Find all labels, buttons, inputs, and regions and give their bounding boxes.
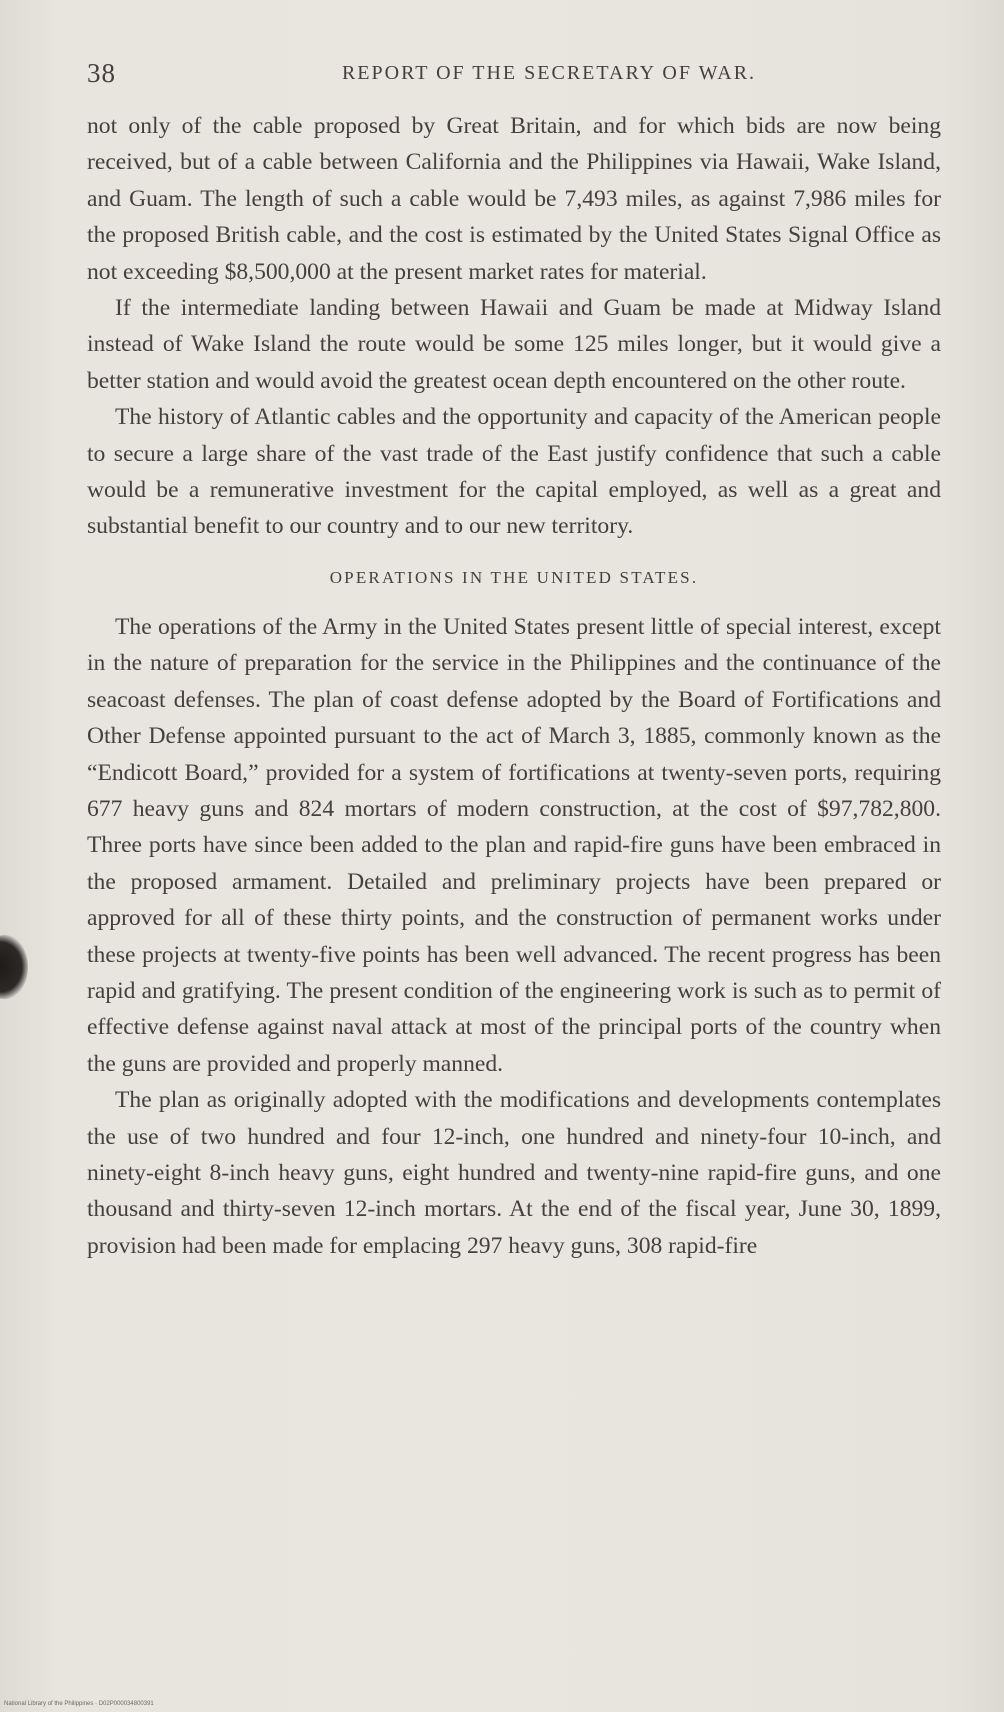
paragraph-midway-route: If the intermediate landing between Hawaii and Guam be made at Midway Island instead of Wake Island the route would be some 125 miles longer, but it would give a better station and would avoid the greatest ocean depth encountered on the other route. bbox=[87, 295, 941, 394]
paragraph-atlantic-cables: The history of Atlantic cables and the opportunity and capacity of the American people to secure a large share of the vast trade of the East justify confidence that such a cable would be a remunerative investment for the capital employed, as well as a great and substantial benefit to our country and to our new territory. bbox=[87, 404, 941, 540]
section-heading: OPERATIONS IN THE UNITED STATES. bbox=[329, 567, 699, 587]
paragraph-armament-plan: The plan as originally adopted with the modifications and developments contemplates the use of two hundred and four 12-inch, one hundred and ninety-four 10-inch, and ninety-eight 8-inch heavy guns, eight hundred and twenty-nine rapid-fire guns, and one thousand and thirty-seven 12-inch mortars. At the end of the fiscal year, June 30, 1899, provision had been made for emplacing 297 heavy guns, 308 rapid-fire bbox=[87, 1087, 941, 1259]
paragraph-cable-continuation: not only of the cable proposed by Great Britain, and for which bids are now being received, but of a cable between California and the Philippines via Hawaii, Wake Island, and Guam. The length of such a cable would be 7,493 miles, as against 7,986 miles for the proposed British cable, and the cost is estimated by the United States Signal Office as not exceeding $8,500,000 at the present market rates for material. bbox=[87, 113, 941, 285]
running-title: REPORT OF THE SECRETARY OF WAR. bbox=[341, 62, 757, 84]
footer-credit: National Library of the Philippines · D02P000034800391 bbox=[4, 1701, 154, 1707]
running-head bbox=[87, 58, 941, 92]
paragraph-operations: The operations of the Army in the United States present little of special interest, except in the nature of preparation for the service in the Philippines and the continuance of the seacoast defenses. The plan of coast defense adopted by the Board of Fortifications and Other Defense appointed pursuant to the act of March 3, 1885, commonly known as the “Endicott Board,” provided for a system of fortifications at twenty-seven ports, requiring 677 heavy guns and 824 mortars of modern construction, at the cost of $97,782,800. Three ports have since been added to the plan and rapid-fire guns have been embraced in the proposed armament. Detailed and preliminary projects have been prepared or approved for all of these thirty points, and the construction of permanent works under these projects at twenty-five points has been well advanced. The recent progress has been rapid and gratifying. The present condition of the engineering work is such as to permit of effective defense against naval attack at most of the principal ports of the country when the guns are provided and properly manned. bbox=[87, 613, 941, 1077]
page-number: 38 bbox=[87, 58, 116, 88]
scan-blot bbox=[0, 935, 28, 999]
body-text bbox=[87, 108, 941, 1264]
